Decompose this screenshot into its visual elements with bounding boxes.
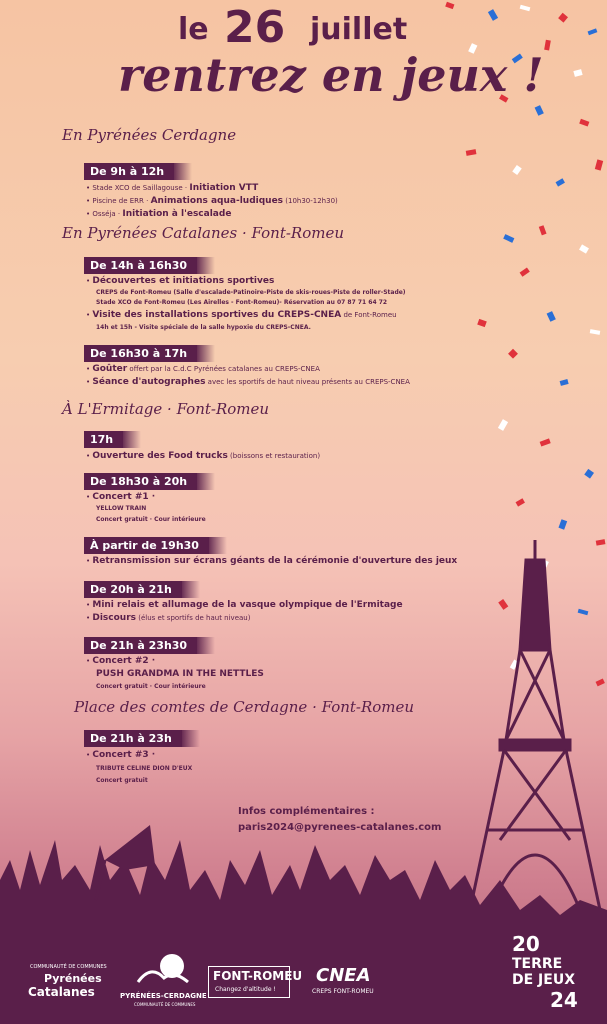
program-line: • Concert #2 · (86, 656, 155, 666)
logo-pyrenees-cerdagne: PYRÉNÉES-CERDAGNE (120, 992, 207, 1000)
program-line: • Retransmission sur écrans géants de la cérémonie d'ouverture des jeux (86, 556, 457, 566)
program-line: 14h et 15h - Visite spéciale de la salle hypoxie du CREPS-CNEA. (96, 324, 311, 331)
program-line: • Concert #1 · (86, 492, 155, 502)
section-title-cerdagne: En Pyrénées Cerdagne (62, 126, 237, 144)
logo-terre-de-jeux-terre: TERRE (512, 956, 563, 972)
program-line: • Découvertes et initiations sportives (86, 276, 274, 286)
header-tagline: rentrez en jeux ! (118, 48, 544, 102)
header-day: 26 (224, 2, 286, 53)
section-title-ermitage: À L'Ermitage · Font-Romeu (62, 400, 270, 418)
logo-font-romeu-bot: Changez d'altitude ! (215, 986, 276, 993)
logo-cc-pyrenees-catalanes-top: COMMUNAUTÉ DE COMMUNES (30, 964, 107, 970)
logo-pyrenees-cerdagne-sub: COMMUNAUTÉ DE COMMUNES (134, 1002, 196, 1007)
program-line: • Discours (élus et sportifs de haut niveau) (86, 613, 250, 623)
time-band: À partir de 19h30 (84, 537, 209, 554)
logo-cnea-sub: CREPS FONT-ROMEU (312, 988, 374, 995)
time-band: De 21h à 23h30 (84, 637, 197, 654)
header-le: le (178, 12, 209, 47)
program-line: • Stade XCO de Saillagouse · Initiation VTT (86, 183, 258, 193)
time-band: De 9h à 12h (84, 163, 174, 180)
section-title-catalanes: En Pyrénées Catalanes · Font-Romeu (62, 224, 345, 242)
program-line: • Piscine de ERR · Animations aqua-ludiques (10h30-12h30) (86, 196, 338, 206)
logo-cc-pyrenees-catalanes-mid: Pyrénées (44, 972, 102, 985)
logo-terre-de-jeux-24: 24 (550, 988, 578, 1012)
program-line: TRIBUTE CELINE DION D'EUX (96, 765, 193, 772)
font-romeu-logo (208, 966, 303, 998)
program-line: Concert gratuit · Cour intérieure (96, 683, 206, 690)
program-line: • Visite des installations sportives du CREPS-CNEA de Font-Romeu (86, 310, 397, 320)
header-month: juillet (310, 12, 408, 47)
program-line: Stade XCO de Font-Romeu (Les Airelles - Font-Romeu)- Réservation au 07 87 71 64 72 (96, 299, 388, 306)
program-line: • Goûter offert par la C.d.C Pyrénées catalanes au CREPS-CNEA (86, 364, 320, 374)
pyrenees-cerdagne-logo-icon (136, 952, 190, 988)
program-line: • Mini relais et allumage de la vasque olympique de l'Ermitage (86, 600, 403, 610)
logo-terre-de-jeux-dejeux: DE JEUX (512, 972, 575, 988)
time-band: De 16h30 à 17h (84, 345, 197, 362)
logo-cnea: CNEA (316, 965, 371, 986)
program-line: CREPS de Font-Romeu (Salle d'escalade-Patinoire-Piste de skis-roues-Piste de roller-Stade) (96, 289, 406, 296)
program-line: • Ouverture des Food trucks (boissons et restauration) (86, 451, 320, 461)
info-email[interactable]: paris2024@pyrenees-catalanes.com (238, 822, 442, 833)
program-line: • Osséja · Initiation à l'escalade (86, 209, 231, 219)
section-title-comtes: Place des comtes de Cerdagne · Font-Romeu (74, 698, 415, 716)
time-band: De 18h30 à 20h (84, 473, 197, 490)
program-line: • Concert #3 · (86, 750, 155, 760)
time-band: De 20h à 21h (84, 581, 182, 598)
logo-terre-de-jeux-20: 20 (512, 932, 540, 956)
logo-cc-pyrenees-catalanes-bot: Catalanes (28, 985, 95, 999)
program-line: PUSH GRANDMA IN THE NETTLES (96, 669, 264, 679)
info-label: Infos complémentaires : (238, 806, 375, 817)
time-band: 17h (84, 431, 123, 448)
logo-font-romeu-top: FONT-ROMEU (213, 969, 303, 983)
program-line: • Séance d'autographes avec les sportifs de haut niveau présents au CREPS-CNEA (86, 377, 410, 387)
time-band: De 14h à 16h30 (84, 257, 197, 274)
time-band: De 21h à 23h (84, 730, 182, 747)
program-line: Concert gratuit (96, 777, 148, 784)
flag-icon (105, 825, 155, 870)
program-line: Concert gratuit · Cour intérieure (96, 516, 206, 523)
program-line: YELLOW TRAIN (96, 505, 147, 512)
